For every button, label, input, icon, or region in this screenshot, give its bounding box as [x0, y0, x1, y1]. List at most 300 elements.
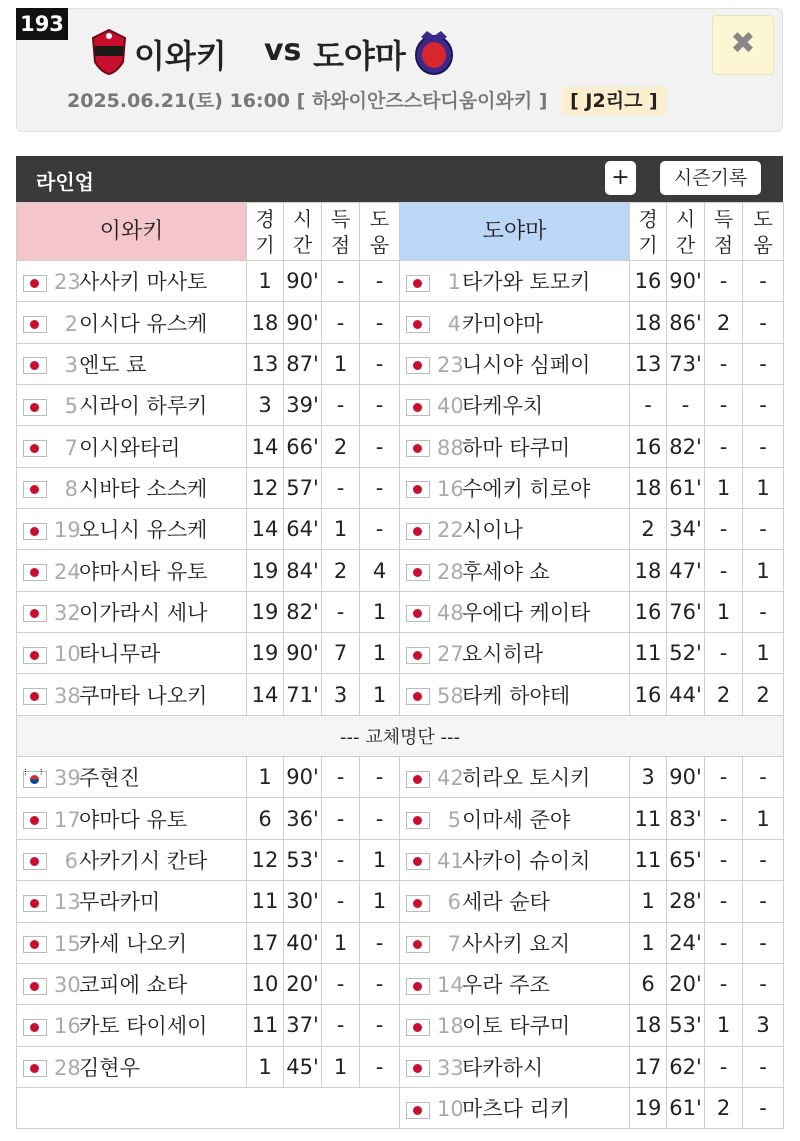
- vs-label: vs: [264, 33, 302, 68]
- home-minutes-cell: 37': [284, 1005, 322, 1046]
- away-assists-cell: -: [743, 757, 784, 798]
- table-row: [17, 550, 784, 591]
- player-number: 6: [64, 848, 78, 873]
- away-team-crest-icon: [411, 27, 457, 77]
- home-player-cell[interactable]: [17, 343, 247, 384]
- player-number: 17: [54, 807, 81, 832]
- home-player-cell[interactable]: [17, 798, 247, 839]
- home-goals-cell: -: [322, 963, 360, 1004]
- home-goals-cell: 3: [322, 674, 360, 715]
- match-datetime: 2025.06.21(토) 16:00: [67, 90, 291, 112]
- home-games-cell: 10: [247, 963, 284, 1004]
- away-goals-cell: -: [705, 550, 743, 591]
- home-minutes-cell: 90': [284, 302, 322, 343]
- home-player-cell[interactable]: [17, 426, 247, 467]
- away-goals-cell: -: [705, 881, 743, 922]
- away-player-cell[interactable]: [400, 302, 630, 343]
- table-row: [17, 302, 784, 343]
- home-goals-cell: 1: [322, 1046, 360, 1087]
- home-games-cell: 11: [247, 881, 284, 922]
- away-player-cell[interactable]: [400, 550, 630, 591]
- player-number: 5: [447, 807, 461, 832]
- away-assists-cell: 1: [743, 467, 784, 508]
- japan-flag-icon: [23, 481, 47, 498]
- player-number: 88: [437, 435, 464, 460]
- away-goals-cell: 2: [705, 302, 743, 343]
- away-goals-cell: -: [705, 343, 743, 384]
- goals-header: [322, 203, 360, 261]
- player-name[interactable]: 김현우: [79, 1055, 140, 1080]
- away-minutes-cell: 44': [667, 674, 705, 715]
- home-goals-cell: -: [322, 839, 360, 880]
- away-assists-cell: 1: [743, 633, 784, 674]
- player-name[interactable]: 이시다 유스케: [79, 311, 208, 336]
- player-number: 23: [437, 352, 464, 377]
- away-goals-cell: 2: [705, 1087, 743, 1128]
- player-number: 28: [437, 559, 464, 584]
- away-minutes-cell: 86': [667, 302, 705, 343]
- japan-flag-icon: [406, 481, 430, 498]
- away-minutes-cell: 61': [667, 1087, 705, 1128]
- away-games-cell: 16: [630, 591, 667, 632]
- goals-header-text: 득점: [713, 206, 734, 257]
- player-name[interactable]: 무라카미: [79, 890, 161, 915]
- away-team-header: 도야마: [400, 203, 630, 261]
- season-record-button[interactable]: 시즌기록: [660, 161, 761, 195]
- home-assists-cell: -: [360, 467, 400, 508]
- home-empty-cell: [17, 1087, 400, 1128]
- japan-flag-icon: [406, 853, 430, 870]
- home-minutes-cell: 36': [284, 798, 322, 839]
- away-player-cell[interactable]: [400, 343, 630, 384]
- japan-flag-icon: [406, 1102, 430, 1119]
- home-minutes-cell: 30': [284, 881, 322, 922]
- player-number: 3: [64, 352, 78, 377]
- away-minutes-cell: 47': [667, 550, 705, 591]
- table-row: [17, 385, 784, 426]
- away-minutes-cell: 76': [667, 591, 705, 632]
- home-player-cell[interactable]: [17, 963, 247, 1004]
- home-team-crest-icon: [89, 28, 129, 76]
- home-games-cell: 19: [247, 633, 284, 674]
- home-assists-cell: -: [360, 509, 400, 550]
- home-assists-cell: -: [360, 426, 400, 467]
- away-goals-cell: -: [705, 798, 743, 839]
- assists-header-text: 도움: [369, 206, 390, 257]
- home-games-cell: 1: [247, 1046, 284, 1087]
- player-number: 1: [447, 270, 461, 295]
- away-games-cell: 16: [630, 674, 667, 715]
- substitutes-divider: --- 교체명단 ---: [17, 715, 784, 756]
- home-goals-cell: 2: [322, 426, 360, 467]
- home-assists-cell: -: [360, 798, 400, 839]
- player-name[interactable]: 이토 타쿠미: [462, 1014, 571, 1039]
- away-player-cell[interactable]: [400, 591, 630, 632]
- league-badge: [ J2리그 ]: [562, 87, 666, 115]
- player-name[interactable]: 시라이 하루키: [79, 394, 208, 419]
- home-minutes-cell: 66': [284, 426, 322, 467]
- table-row: [17, 426, 784, 467]
- player-name[interactable]: 후세야 쇼: [462, 559, 550, 584]
- home-minutes-cell: 87': [284, 343, 322, 384]
- japan-flag-icon: [23, 812, 47, 829]
- home-assists-cell: 1: [360, 839, 400, 880]
- away-games-cell: 18: [630, 1005, 667, 1046]
- player-number: 7: [447, 931, 461, 956]
- match-number: 193: [16, 8, 68, 40]
- player-name[interactable]: 이시와타리: [79, 435, 181, 460]
- japan-flag-icon: [406, 440, 430, 457]
- player-number: 15: [54, 931, 81, 956]
- away-games-cell: 11: [630, 839, 667, 880]
- japan-flag-icon: [23, 1019, 47, 1036]
- home-assists-cell: -: [360, 1046, 400, 1087]
- player-name[interactable]: 사사키 요지: [462, 931, 571, 956]
- home-goals-cell: -: [322, 261, 360, 302]
- away-goals-cell: -: [705, 385, 743, 426]
- away-goals-cell: -: [705, 1046, 743, 1087]
- home-player-cell[interactable]: [17, 509, 247, 550]
- home-assists-cell: 1: [360, 633, 400, 674]
- player-name[interactable]: 우에다 케이타: [462, 600, 591, 625]
- player-number: 2: [64, 311, 78, 336]
- home-minutes-cell: 53': [284, 839, 322, 880]
- japan-flag-icon: [23, 978, 47, 995]
- home-games-cell: 3: [247, 385, 284, 426]
- away-player-cell[interactable]: [400, 1087, 630, 1128]
- table-row: [17, 467, 784, 508]
- away-player-cell[interactable]: [400, 1005, 630, 1046]
- player-number: 10: [54, 642, 81, 667]
- away-goals-cell: 1: [705, 467, 743, 508]
- japan-flag-icon: [23, 316, 47, 333]
- away-player-cell[interactable]: [400, 881, 630, 922]
- away-player-cell[interactable]: [400, 385, 630, 426]
- games-header-text: 경기: [638, 206, 658, 257]
- home-games-cell: 12: [247, 467, 284, 508]
- away-assists-cell: -: [743, 591, 784, 632]
- player-number: 8: [64, 476, 78, 501]
- away-assists-cell: -: [743, 881, 784, 922]
- japan-flag-icon: [23, 605, 47, 622]
- player-number: 42: [437, 766, 464, 791]
- japan-flag-icon: [406, 605, 430, 622]
- player-number: 40: [437, 394, 464, 419]
- home-player-cell[interactable]: [17, 839, 247, 880]
- player-number: 18: [437, 1014, 464, 1039]
- player-name[interactable]: 타케 하야테: [462, 683, 571, 708]
- table-row: [17, 839, 784, 880]
- player-name[interactable]: 시이나: [462, 518, 523, 543]
- away-games-cell: 1: [630, 922, 667, 963]
- home-player-cell[interactable]: [17, 633, 247, 674]
- player-number: 7: [64, 435, 78, 460]
- home-assists-cell: -: [360, 757, 400, 798]
- player-name[interactable]: 야마다 유토: [79, 807, 188, 832]
- home-goals-cell: 1: [322, 509, 360, 550]
- japan-flag-icon: [23, 399, 47, 416]
- away-player-cell[interactable]: [400, 963, 630, 1004]
- away-assists-cell: -: [743, 1046, 784, 1087]
- away-assists-cell: 3: [743, 1005, 784, 1046]
- player-name[interactable]: 니시야 심페이: [462, 352, 591, 377]
- away-player-cell[interactable]: [400, 426, 630, 467]
- away-games-cell: 13: [630, 343, 667, 384]
- away-goals-cell: -: [705, 922, 743, 963]
- player-number: 6: [447, 890, 461, 915]
- away-minutes-cell: 61': [667, 467, 705, 508]
- games-header: [247, 203, 284, 261]
- games-header-text: 경기: [255, 206, 275, 257]
- away-goals-cell: -: [705, 963, 743, 1004]
- table-header-row: [17, 203, 784, 261]
- home-team-header: 이와키: [17, 203, 247, 261]
- home-player-cell[interactable]: [17, 1005, 247, 1046]
- away-assists-cell: -: [743, 963, 784, 1004]
- home-player-cell[interactable]: [17, 922, 247, 963]
- japan-flag-icon: [23, 936, 47, 953]
- home-player-cell[interactable]: [17, 1046, 247, 1087]
- player-name[interactable]: 타가와 토모키: [462, 270, 591, 295]
- away-player-cell[interactable]: [400, 839, 630, 880]
- away-player-cell[interactable]: [400, 922, 630, 963]
- away-player-cell[interactable]: [400, 261, 630, 302]
- player-name[interactable]: 타니무라: [79, 642, 161, 667]
- home-goals-cell: -: [322, 798, 360, 839]
- player-name[interactable]: 하마 타쿠미: [462, 435, 571, 460]
- home-assists-cell: 1: [360, 674, 400, 715]
- japan-flag-icon: [23, 647, 47, 664]
- korea-flag-icon: [23, 771, 47, 788]
- away-minutes-cell: 65': [667, 839, 705, 880]
- home-goals-cell: 1: [322, 343, 360, 384]
- player-name[interactable]: 오니시 유스케: [79, 518, 208, 543]
- home-games-cell: 13: [247, 343, 284, 384]
- away-minutes-cell: 24': [667, 922, 705, 963]
- expand-button[interactable]: +: [605, 161, 636, 195]
- away-goals-cell: -: [705, 633, 743, 674]
- player-name[interactable]: 우라 주조: [462, 973, 550, 998]
- japan-flag-icon: [406, 357, 430, 374]
- player-name[interactable]: 수에키 히로야: [462, 476, 591, 501]
- home-player-cell[interactable]: [17, 385, 247, 426]
- japan-flag-icon: [23, 275, 47, 292]
- player-name[interactable]: 타케우치: [462, 394, 544, 419]
- away-assists-cell: 2: [743, 674, 784, 715]
- player-name[interactable]: 사카기시 칸타: [79, 848, 208, 873]
- away-player-cell[interactable]: [400, 798, 630, 839]
- away-minutes-cell: 28': [667, 881, 705, 922]
- home-player-cell[interactable]: [17, 757, 247, 798]
- home-minutes-cell: 57': [284, 467, 322, 508]
- japan-flag-icon: [406, 399, 430, 416]
- away-assists-cell: -: [743, 1087, 784, 1128]
- home-assists-cell: -: [360, 1005, 400, 1046]
- table-row: [17, 591, 784, 632]
- away-minutes-cell: 53': [667, 1005, 705, 1046]
- away-team-name: 도야마: [313, 37, 406, 75]
- home-goals-cell: -: [322, 467, 360, 508]
- player-name[interactable]: 주현진: [79, 766, 140, 791]
- player-name[interactable]: 이가라시 세나: [79, 600, 208, 625]
- player-number: 10: [437, 1097, 464, 1122]
- match-stadium: [ 하와이안즈스타디움이와키 ]: [296, 90, 548, 112]
- away-minutes-cell: 90': [667, 757, 705, 798]
- home-goals-cell: -: [322, 385, 360, 426]
- japan-flag-icon: [406, 688, 430, 705]
- away-games-cell: 17: [630, 1046, 667, 1087]
- away-goals-cell: -: [705, 261, 743, 302]
- home-games-cell: 6: [247, 798, 284, 839]
- away-player-cell[interactable]: [400, 633, 630, 674]
- japan-flag-icon: [23, 895, 47, 912]
- player-name[interactable]: 히라오 토시키: [462, 766, 591, 791]
- away-games-cell: 18: [630, 467, 667, 508]
- away-assists-cell: -: [743, 343, 784, 384]
- home-games-cell: 11: [247, 1005, 284, 1046]
- away-minutes-cell: 90': [667, 261, 705, 302]
- away-goals-cell: 2: [705, 674, 743, 715]
- home-assists-cell: 1: [360, 591, 400, 632]
- substitutes-divider-row: [17, 715, 784, 756]
- away-games-cell: 11: [630, 798, 667, 839]
- player-name[interactable]: 쿠마타 나오키: [79, 683, 208, 708]
- home-minutes-cell: 39': [284, 385, 322, 426]
- table-row: [17, 757, 784, 798]
- away-minutes-cell: 62': [667, 1046, 705, 1087]
- time-header: [284, 203, 322, 261]
- japan-flag-icon: [23, 440, 47, 457]
- player-name[interactable]: 이마세 준야: [462, 807, 571, 832]
- away-goals-cell: -: [705, 757, 743, 798]
- table-row: [17, 674, 784, 715]
- home-minutes-cell: 64': [284, 509, 322, 550]
- home-goals-cell: -: [322, 757, 360, 798]
- home-goals-cell: 2: [322, 550, 360, 591]
- home-player-cell[interactable]: [17, 674, 247, 715]
- home-games-cell: 1: [247, 261, 284, 302]
- away-goals-cell: 1: [705, 591, 743, 632]
- player-name[interactable]: 마츠다 리키: [462, 1097, 571, 1122]
- table-row: [17, 261, 784, 302]
- home-goals-cell: -: [322, 881, 360, 922]
- home-assists-cell: -: [360, 385, 400, 426]
- home-player-cell[interactable]: [17, 467, 247, 508]
- player-number: 22: [437, 518, 464, 543]
- japan-flag-icon: [406, 936, 430, 953]
- home-minutes-cell: 20': [284, 963, 322, 1004]
- home-goals-cell: -: [322, 591, 360, 632]
- home-minutes-cell: 82': [284, 591, 322, 632]
- away-player-cell[interactable]: [400, 674, 630, 715]
- home-minutes-cell: 45': [284, 1046, 322, 1087]
- home-goals-cell: 7: [322, 633, 360, 674]
- table-row: [17, 922, 784, 963]
- player-number: 27: [437, 642, 464, 667]
- japan-flag-icon: [406, 564, 430, 581]
- player-name[interactable]: 요시히라: [462, 642, 544, 667]
- player-name[interactable]: 야마시타 유토: [79, 559, 208, 584]
- lineup-table: [16, 202, 784, 1129]
- home-minutes-cell: 90': [284, 633, 322, 674]
- home-player-cell[interactable]: [17, 261, 247, 302]
- away-assists-cell: -: [743, 302, 784, 343]
- close-button[interactable]: ✖: [712, 15, 774, 75]
- player-number: 28: [54, 1055, 81, 1080]
- player-number: 5: [64, 394, 78, 419]
- home-minutes-cell: 90': [284, 261, 322, 302]
- player-name[interactable]: 시바타 소스케: [79, 476, 208, 501]
- player-name[interactable]: 사카이 슈이치: [462, 848, 591, 873]
- player-name[interactable]: 세라 슌타: [462, 890, 550, 915]
- away-games-cell: -: [630, 385, 667, 426]
- japan-flag-icon: [23, 564, 47, 581]
- table-row: [17, 343, 784, 384]
- japan-flag-icon: [23, 688, 47, 705]
- away-player-cell[interactable]: [400, 509, 630, 550]
- japan-flag-icon: [406, 316, 430, 333]
- away-assists-cell: -: [743, 509, 784, 550]
- japan-flag-icon: [406, 1060, 430, 1077]
- home-player-cell[interactable]: [17, 302, 247, 343]
- player-number: 39: [54, 766, 81, 791]
- assists-header: [743, 203, 784, 261]
- time-header: [667, 203, 705, 261]
- player-number: 19: [54, 518, 81, 543]
- player-name[interactable]: 카미야마: [462, 311, 544, 336]
- home-player-cell[interactable]: [17, 881, 247, 922]
- away-player-cell[interactable]: [400, 757, 630, 798]
- table-row: [17, 509, 784, 550]
- home-minutes-cell: 84': [284, 550, 322, 591]
- home-player-cell[interactable]: [17, 550, 247, 591]
- japan-flag-icon: [406, 1019, 430, 1036]
- player-name[interactable]: 사사키 마사토: [79, 270, 208, 295]
- japan-flag-icon: [406, 812, 430, 829]
- away-games-cell: 18: [630, 550, 667, 591]
- home-assists-cell: 1: [360, 881, 400, 922]
- japan-flag-icon: [406, 523, 430, 540]
- table-row: [17, 881, 784, 922]
- away-games-cell: 16: [630, 426, 667, 467]
- player-name[interactable]: 카세 나오키: [79, 931, 188, 956]
- home-games-cell: 1: [247, 757, 284, 798]
- home-player-cell[interactable]: [17, 591, 247, 632]
- home-games-cell: 14: [247, 509, 284, 550]
- lineup-title: 라인업: [36, 170, 94, 194]
- player-name[interactable]: 타카하시: [462, 1055, 544, 1080]
- player-number: 14: [437, 973, 464, 998]
- table-row: [17, 1046, 784, 1087]
- player-number: 4: [447, 311, 461, 336]
- player-number: 23: [54, 270, 81, 295]
- player-number: 30: [54, 973, 81, 998]
- away-player-cell[interactable]: [400, 1046, 630, 1087]
- player-name[interactable]: 카토 타이세이: [79, 1014, 208, 1039]
- home-minutes-cell: 90': [284, 757, 322, 798]
- away-assists-cell: -: [743, 385, 784, 426]
- match-info: [67, 86, 666, 115]
- away-player-cell[interactable]: [400, 467, 630, 508]
- away-goals-cell: -: [705, 839, 743, 880]
- japan-flag-icon: [23, 523, 47, 540]
- match-header: [16, 8, 783, 132]
- player-name[interactable]: 엔도 료: [79, 352, 147, 377]
- away-games-cell: 19: [630, 1087, 667, 1128]
- player-name[interactable]: 코피에 쇼타: [79, 973, 188, 998]
- player-number: 24: [54, 559, 81, 584]
- player-number: 48: [437, 600, 464, 625]
